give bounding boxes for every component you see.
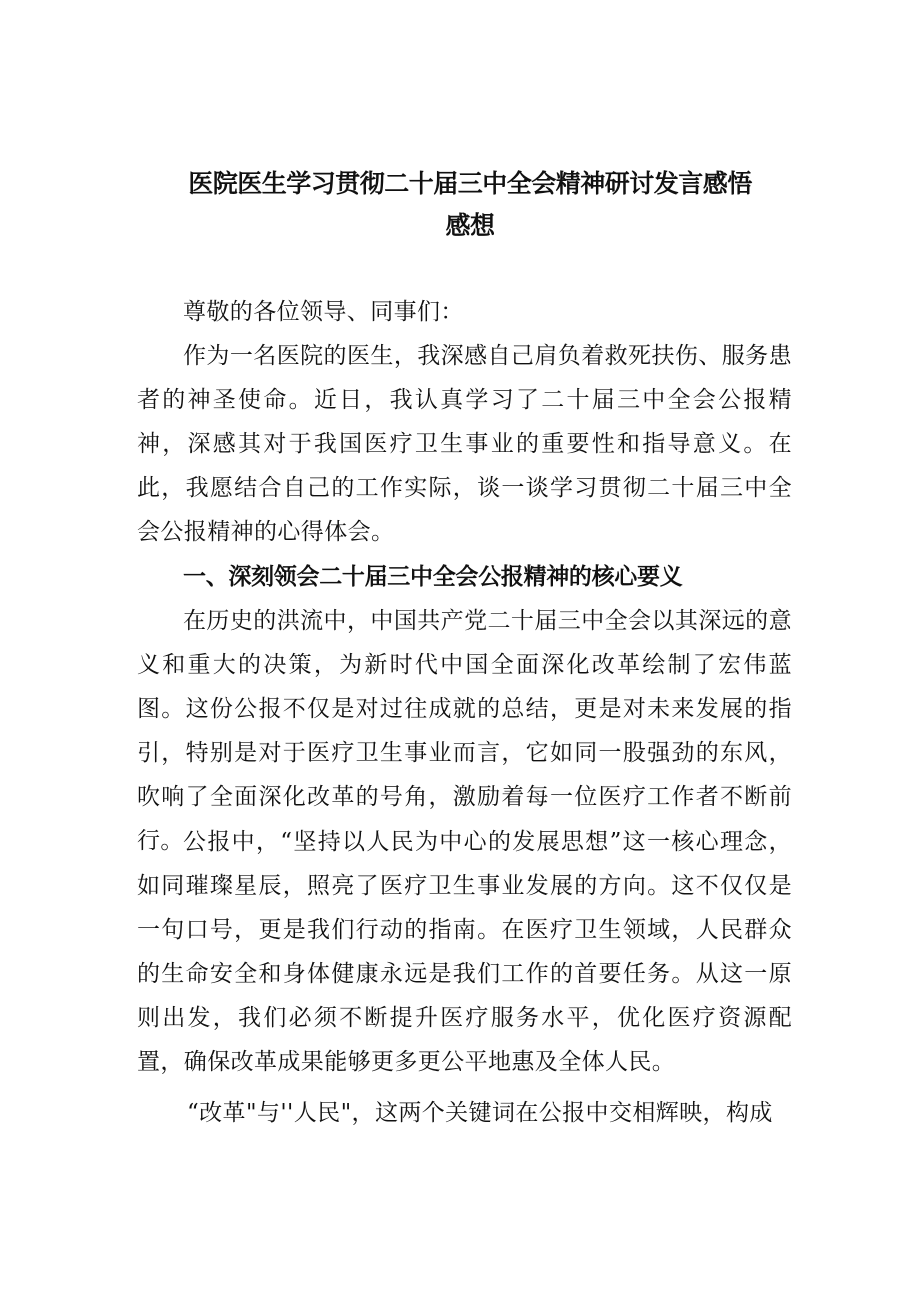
paragraph-2: 在历史的洪流中，中国共产党二十届三中全会以其深远的意义和重大的决策，为新时代中国全面深化改革绘制了宏伟蓝图。这份公报不仅是对过往成就的总结，更是对未来发展的指引，特别是对于医疗卫生事业而言，它如同一股强劲的东风，吹响了全面深化改革的号角，激励着每一位医疗工作者不断前行。 — [137, 608, 792, 854]
paragraph-4: “改革"与''人民"，这两个关键词在公报中交相辉映，构成 — [187, 1100, 773, 1126]
paragraph-3: 公报中，“坚持以人民为中心的发展思想”这一核心理念，如同璀璨星辰，照亮了医疗卫生事业发展的方向。这不仅仅是一句口号，更是我们行动的指南。在医疗卫生领域，人民群众的生命安全和身体健康永远是我们工作的首要任务。从这一原则出发，我们必须不断提升医疗服务水平，优化医疗资源配置，确保改革成果能够更多更公平地惠及全体人民。 — [137, 829, 792, 1075]
greeting: 尊敬的各位领导、同事们： — [183, 299, 464, 325]
document-title-line-1: 医院医生学习贯彻二十届三中全会精神研讨发言感悟 — [188, 169, 752, 198]
section-heading-1: 一、深刻领会二十届三中全会公报精神的核心要义 — [183, 564, 683, 590]
paragraph-intro: 作为一名医院的医生，我深感自己肩负着救死扶伤、服务患者的神圣使命。近日，我认真学习了二十届三中全会公报精神，深感其对于我国医疗卫生事业的重要性和指导意义。在此，我愿结合自己的工作实际，谈一谈学习贯彻二十届三中全会公报精神的心得体会。 — [137, 343, 792, 545]
document-title-line-2: 感想 — [445, 211, 495, 240]
